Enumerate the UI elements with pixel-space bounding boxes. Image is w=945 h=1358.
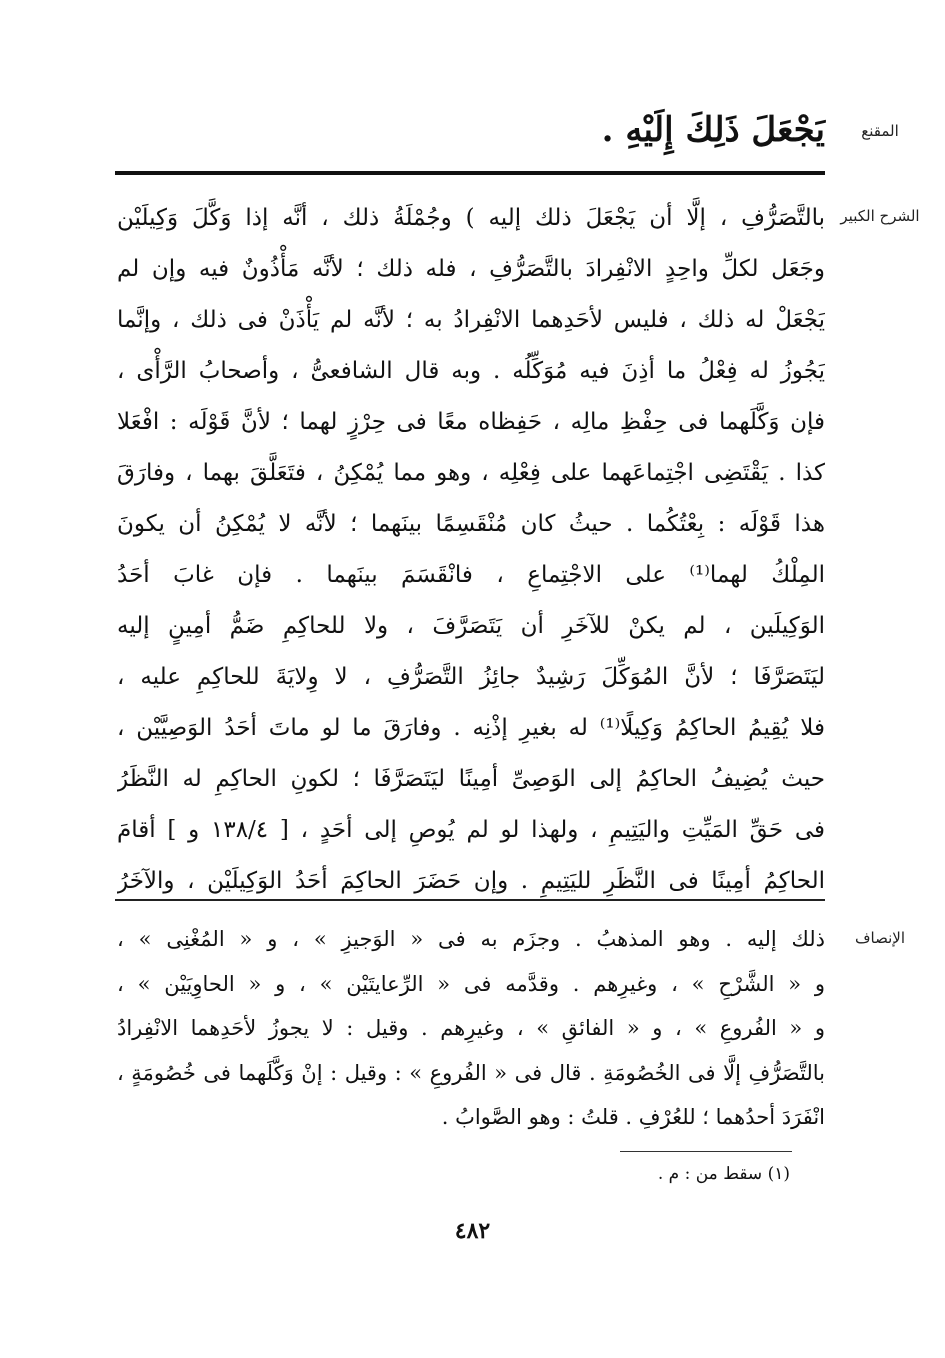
sharh-line: فلا يُقِيمُ الحاكِمُ وَكِيلًا⁽¹⁾ له بغيرِ إذْنِه . وفارَقَ ما لو ماتَ أحَدُ الوَصِيَّيْن ، (117, 715, 825, 741)
sharh-line: هذا قَوْلَه : بِعْتُكُما . حيثُ كان مُنْقَسِمًا بينَهما ؛ لأنَّه لا يُمْكِنُ أن يكونَ (117, 511, 825, 537)
sharh-line: المِلْكُ لهما⁽¹⁾ على الاجْتِماعِ ، فانْقَسَمَ بينَهما . فإن غابَ أحَدُ (117, 562, 825, 588)
sharh-line: يَجْعَلْ له ذلك ، فليس لأحَدِهما الانْفِرادُ به ؛ لأنَّه لم يَأْذَنْ فى ذلك ، وإنَّما (117, 307, 825, 333)
sharh-side-label: الشرح الكبير (840, 207, 920, 225)
matn-text: يَجْعَلَ ذَلِكَ إِلَيْهِ . (601, 110, 825, 150)
insaf-line: انْفَرَدَ أحدُهما ؛ للعُرْفِ . قلتُ : وهو الصَّوابُ . (441, 1105, 825, 1129)
insaf-side-label: الإنصاف (854, 929, 906, 947)
section-divider (115, 171, 825, 175)
sharh-line: الوَكِيلَين ، لم يكنْ للآخَرِ أن يَتَصَرَّفَ ، ولا للحاكِمِ ضَمُّ أمِينٍ إليه (117, 613, 825, 639)
insaf-line: بالتَّصَرُّفِ إلَّا فى الخُصُومَةِ . قال فى « الفُروعِ » : وقيل : إنْ وَكَّلَهما فى خُصُومَةٍ ، (117, 1060, 825, 1085)
footnote-divider (620, 1151, 792, 1152)
insaf-line: ذلك إليه . وهو المذهبُ . وجزَم به فى « الوَجيزِ » ، و « المُغْنِى » ، (117, 927, 825, 951)
page-number: ٤٨٢ (454, 1218, 491, 1244)
sharh-line: حيث يُضِيفُ الحاكِمُ إلى الوَصِىِّ أمِينًا ليَتَصَرَّفَا ؛ لكونِ الحاكِمِ له النَّظَرُ (117, 766, 825, 792)
sharh-line: كذا . يَقْتَضِى اجْتِماعَهما على فِعْلِه ، وهو مما يُمْكِنُ ، فتَعَلَّقَ بهما ، وفارَقَ (117, 460, 825, 486)
sharh-body (117, 193, 825, 907)
sharh-line: بالتَّصَرُّفِ ، إلَّا أن يَجْعَلَ ذلك إليه ) وجُمْلَةُ ذلك ، أنَّه إذا وَكَّلَ وَكِيلَيْن (117, 205, 825, 231)
section-divider (115, 899, 825, 901)
footnote: (١) سقط من : م . (657, 1164, 790, 1184)
sharh-line: فإن وَكَّلَهما فى حِفْظِ مالِه ، حَفِظاه معًا فى حِرْزٍ لهما ؛ لأنَّ قَوْلَه : افْعَلا (117, 409, 825, 435)
insaf-line: و « الشَّرْحِ » ، وغيرِهم . وقدَّمه فى « الرِّعايتَيْن » ، و « الحاوِيَيْن » ، (117, 971, 825, 996)
sharh-line: ليَتَصَرَّفَا ؛ لأنَّ المُوَكِّلَ رَشِيدٌ جائِزُ التَّصَرُّفِ ، لا وِلايَةَ للحاكِمِ عليه ، (117, 664, 825, 690)
insaf-body (117, 917, 825, 1140)
sharh-line: الحاكِمُ أمِينًا فى النَّظَرِ لليَتِيمِ . وإن حَضَرَ الحاكِمَ أحَدُ الوَكِيلَيْن ، والآخَرُ (117, 868, 825, 894)
sharh-line: يَجُوزُ له فِعْلُ ما أذِنَ فيه مُوَكِّلُه . وبه قال الشافعىُّ ، وأصحابُ الرَّأْى ، (117, 358, 825, 384)
insaf-line: و « الفُروعِ » ، و « الفائقِ » ، وغيرِهم . وقيل : لا يجوزُ لأحَدِهما الانْفِرادُ (117, 1016, 825, 1040)
header-side-label: المقنع (861, 122, 899, 140)
sharh-line: فى حَقِّ المَيِّتِ واليَتِيمِ ، ولهذا لو لم يُوصِ إلى أحَدٍ ، [ ١٣٨/٤ و ] أقامَ (117, 817, 825, 843)
sharh-line: وجَعَل لكلِّ واحِدٍ الانْفِرادَ بالتَّصَرُّفِ ، فله ذلك ؛ لأنَّه مَأْذُونٌ فيه وإن لم (117, 256, 825, 282)
